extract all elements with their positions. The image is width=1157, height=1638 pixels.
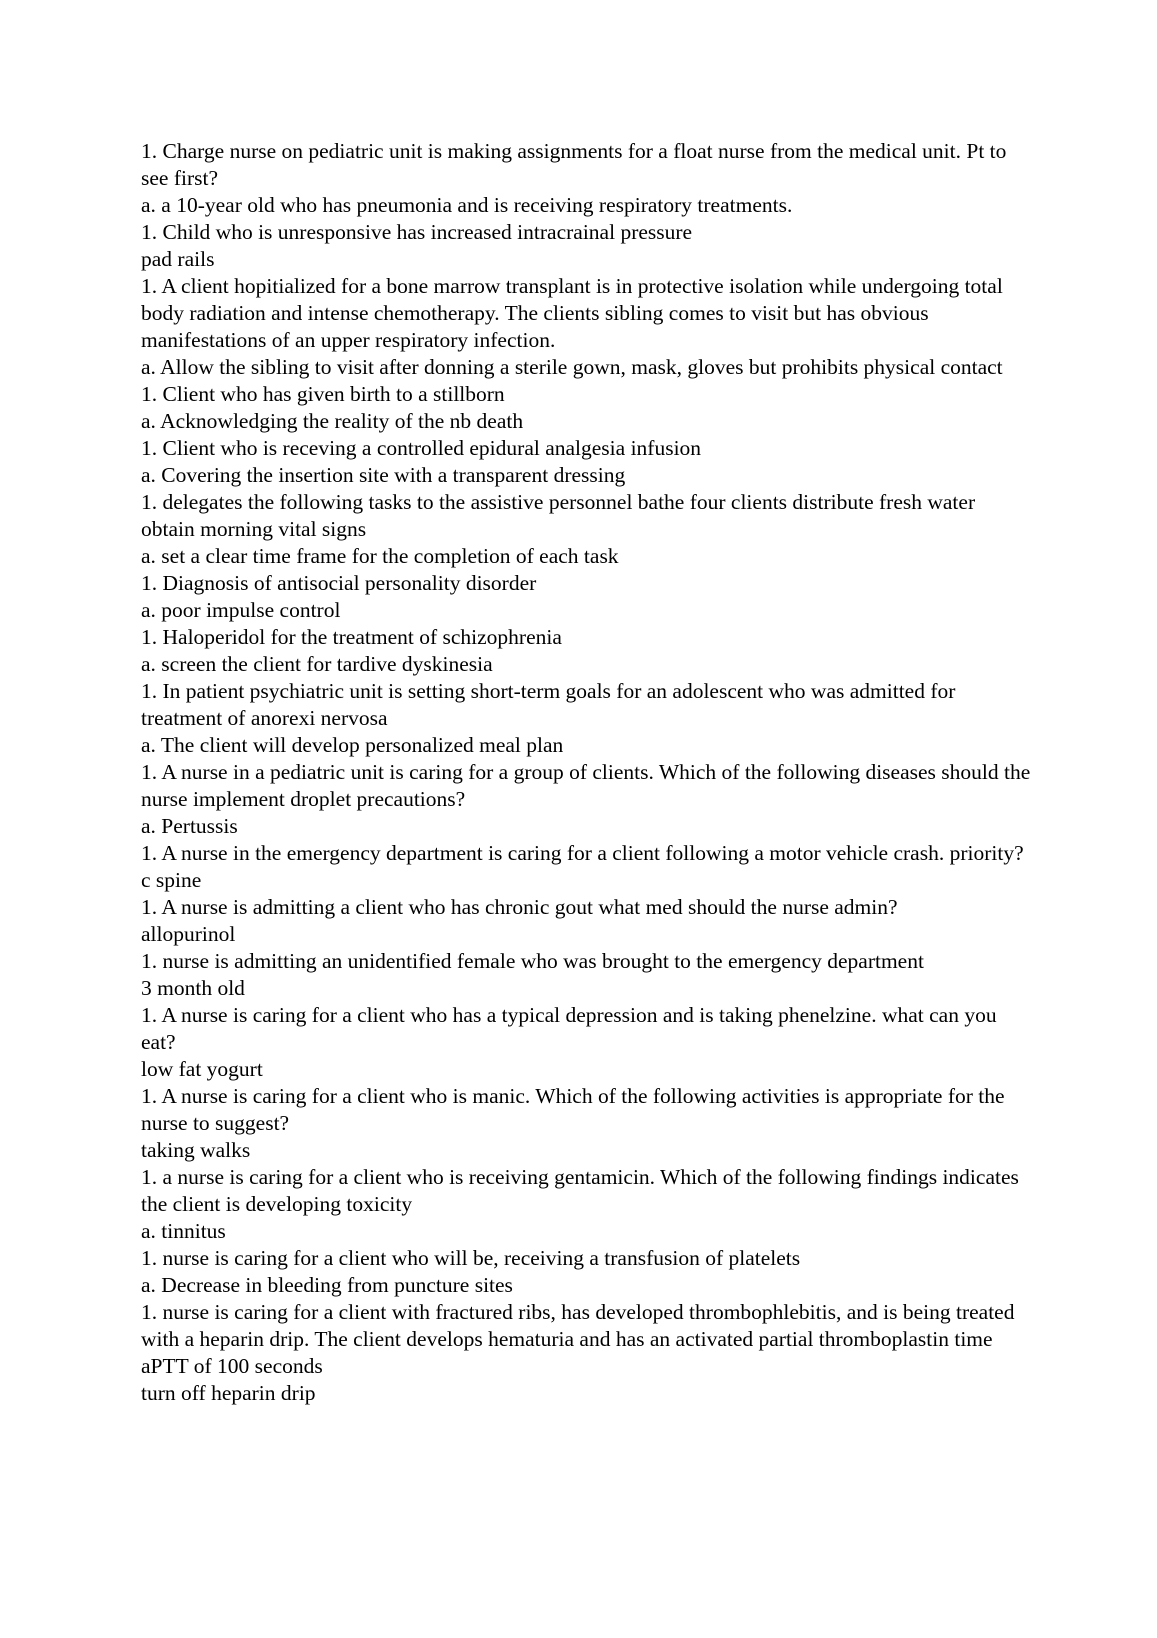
answer-line: a. set a clear time frame for the completion of each task [141, 544, 619, 568]
answer-line: a. The client will develop personalized meal plan [141, 733, 564, 757]
question-line: 1. delegates the following tasks to the assistive personnel bathe four clients distribute fresh water obtain morning vital signs [141, 490, 976, 541]
question-line: 1. nurse is caring for a client who will be, receiving a transfusion of platelets [141, 1246, 801, 1270]
question-line: 1. Client who has given birth to a stillborn [141, 382, 505, 406]
answer-line: low fat yogurt [141, 1057, 263, 1081]
answer-line: a. Allow the sibling to visit after donning a sterile gown, mask, gloves but prohibits physical contact [141, 355, 1003, 379]
answer-line: a. a 10-year old who has pneumonia and is receiving respiratory treatments. [141, 193, 793, 217]
question-line: 1. A nurse is admitting a client who has chronic gout what med should the nurse admin? [141, 895, 898, 919]
question-line: 1. Charge nurse on pediatric unit is making assignments for a float nurse from the medical unit. Pt to see first? [141, 139, 1007, 190]
answer-line: 3 month old [141, 976, 245, 1000]
answer-line: allopurinol [141, 922, 236, 946]
question-line: 1. In patient psychiatric unit is setting short-term goals for an adolescent who was admitted for treatment of anorexi nervosa [141, 679, 956, 730]
question-line: 1. Diagnosis of antisocial personality disorder [141, 571, 537, 595]
answer-line: a. Decrease in bleeding from puncture sites [141, 1273, 513, 1297]
answer-line: a. tinnitus [141, 1219, 226, 1243]
question-line: 1. A client hopitialized for a bone marrow transplant is in protective isolation while undergoing total body radiation and intense chemotherapy. The clients sibling comes to visit but has obvious manifestations of an upper respiratory infection. [141, 274, 1003, 352]
question-line: 1. A nurse in the emergency department is caring for a client following a motor vehicle crash. priority? [141, 841, 1024, 865]
answer-line: c spine [141, 868, 202, 892]
answer-line: a. Covering the insertion site with a transparent dressing [141, 463, 626, 487]
answer-line: a. screen the client for tardive dyskinesia [141, 652, 493, 676]
answer-line: a. Acknowledging the reality of the nb death [141, 409, 524, 433]
answer-line: taking walks [141, 1138, 251, 1162]
question-line: 1. A nurse is caring for a client who has a typical depression and is taking phenelzine. what can you eat? [141, 1003, 997, 1054]
question-line: 1. Child who is unresponsive has increased intracrainal pressure [141, 220, 693, 244]
answer-line: pad rails [141, 247, 215, 271]
question-line: 1. a nurse is caring for a client who is receiving gentamicin. Which of the following findings indicates the client is developing toxicity [141, 1165, 1019, 1216]
question-line: 1. Haloperidol for the treatment of schizophrenia [141, 625, 562, 649]
question-line: 1. A nurse in a pediatric unit is caring for a group of clients. Which of the following diseases should the nurse implement droplet precautions? [141, 760, 1031, 811]
document-body [141, 138, 1031, 1407]
question-line: 1. A nurse is caring for a client who is manic. Which of the following activities is appropriate for the nurse to suggest? [141, 1084, 1005, 1135]
answer-line: a. Pertussis [141, 814, 238, 838]
answer-line: turn off heparin drip [141, 1381, 316, 1405]
answer-line: a. poor impulse control [141, 598, 341, 622]
question-line: 1. nurse is caring for a client with fractured ribs, has developed thrombophlebitis, and is being treated with a heparin drip. The client develops hematuria and has an activated partial thromboplastin time aPTT of 100 seconds [141, 1300, 1015, 1378]
question-line: 1. Client who is receving a controlled epidural analgesia infusion [141, 436, 702, 460]
question-line: 1. nurse is admitting an unidentified female who was brought to the emergency department [141, 949, 924, 973]
